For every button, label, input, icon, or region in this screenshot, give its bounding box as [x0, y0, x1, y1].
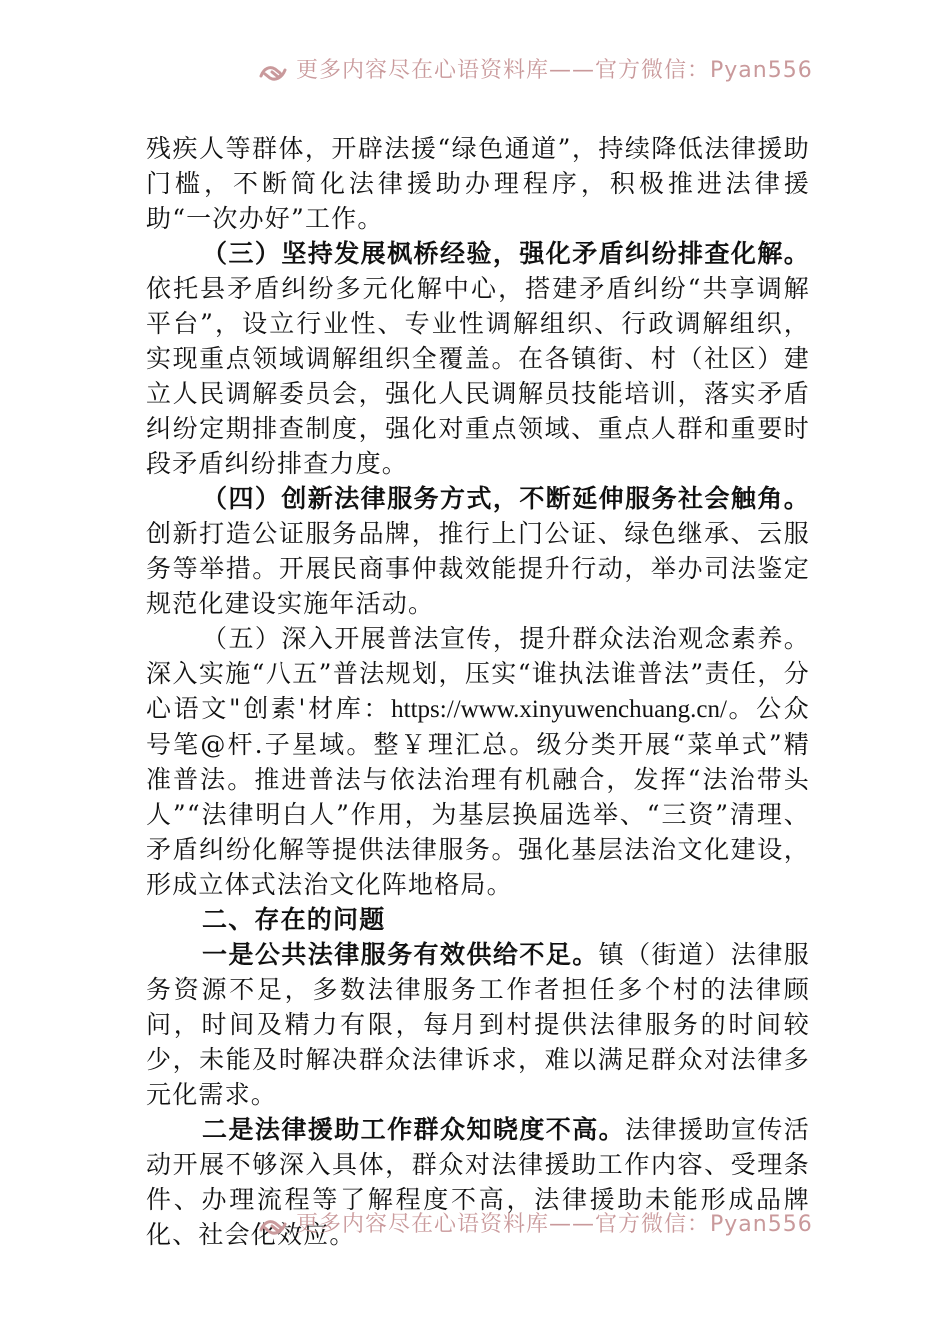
paragraph-text: 依托县矛盾纠纷多元化解中心，搭建矛盾纠纷“共享调解平台”，设立行业性、专业性调解组织、行政调解组织，实现重点领域调解组织全覆盖。在各镇街、村（社区）建立人民调解委员会，强化人民调解员技能培训，落实矛盾纠纷定期排查制度，强化对重点领域、重点人群和重要时段矛盾纠纷排查力度。	[146, 274, 810, 478]
paragraph-legal-service	[146, 481, 810, 621]
paragraph-text: 镇（街道）法律服务资源不足，多数法律服务工作者担任多个村的法律顾问，时间及精力有限，每月到村提供法律服务的时间较少，未能及时解决群众法律诉求，难以满足群众对法律多元化需求。	[146, 940, 810, 1109]
handshake-logo-icon	[258, 1214, 288, 1240]
paragraph-heading: （四）创新法律服务方式，不断延伸服务社会触角。	[202, 484, 810, 513]
paragraph-text: 。公众号笔@杆.子星域。整￥理汇总。级分类开展“菜单式”精准普法。推进普法与依法治理有机融合，发挥“法治带头人”“法律明白人”作用，为基层换届选举、“三资”清理、矛盾纠纷化解等提供法律服务。强化基层法治文化建设，形成立体式法治文化阵地格局。	[146, 694, 810, 899]
watermark-text: 更多内容尽在心语资料库——官方微信：Pyan556	[296, 58, 813, 83]
watermark-text: 更多内容尽在心语资料库——官方微信：Pyan556	[296, 1212, 813, 1237]
paragraph-law-publicity	[146, 621, 810, 902]
paragraph-heading: 一是公共法律服务有效供给不足。	[202, 940, 599, 969]
paragraph-text: 创新打造公证服务品牌，推行上门公证、绿色继承、云服务等举措。开展民商事仲裁效能提升行动，举办司法鉴定规范化建设实施年活动。	[146, 519, 810, 618]
paragraph-fengqiao	[146, 236, 810, 481]
paragraph-heading: （三）坚持发展枫桥经验，强化矛盾纠纷排查化解。	[202, 239, 810, 268]
paragraph-heading: 二是法律援助工作群众知晓度不高。	[202, 1115, 626, 1144]
website-url: https://www.xinyuwenchuang.cn/	[391, 696, 727, 723]
document-body	[146, 131, 810, 1252]
section-heading: 二、存在的问题	[202, 905, 386, 934]
paragraph-problem-one	[146, 937, 810, 1112]
paragraph-continued: 残疾人等群体，开辟法援“绿色通道”，持续降低法律援助门槛，不断简化法律援助办理程序，积极推进法律援助“一次办好”工作。	[146, 134, 810, 233]
watermark-footer	[258, 1206, 813, 1240]
watermark-header	[258, 52, 813, 86]
handshake-logo-icon	[258, 60, 288, 86]
paragraph-text: 法律援助宣传活动开展不够深入具体，群众对法律援助工作内容、受理条件、办理流程等了解程度不高，法律援助未能形成品牌化、社会化效应。	[146, 1115, 810, 1249]
paragraph-text: （五）深入开展普法宣传，提升群众法治观念素养。深入实施“八五”普法规划，压实“谁执法谁普法”责任，分心语文"创素'材库：	[146, 624, 810, 723]
